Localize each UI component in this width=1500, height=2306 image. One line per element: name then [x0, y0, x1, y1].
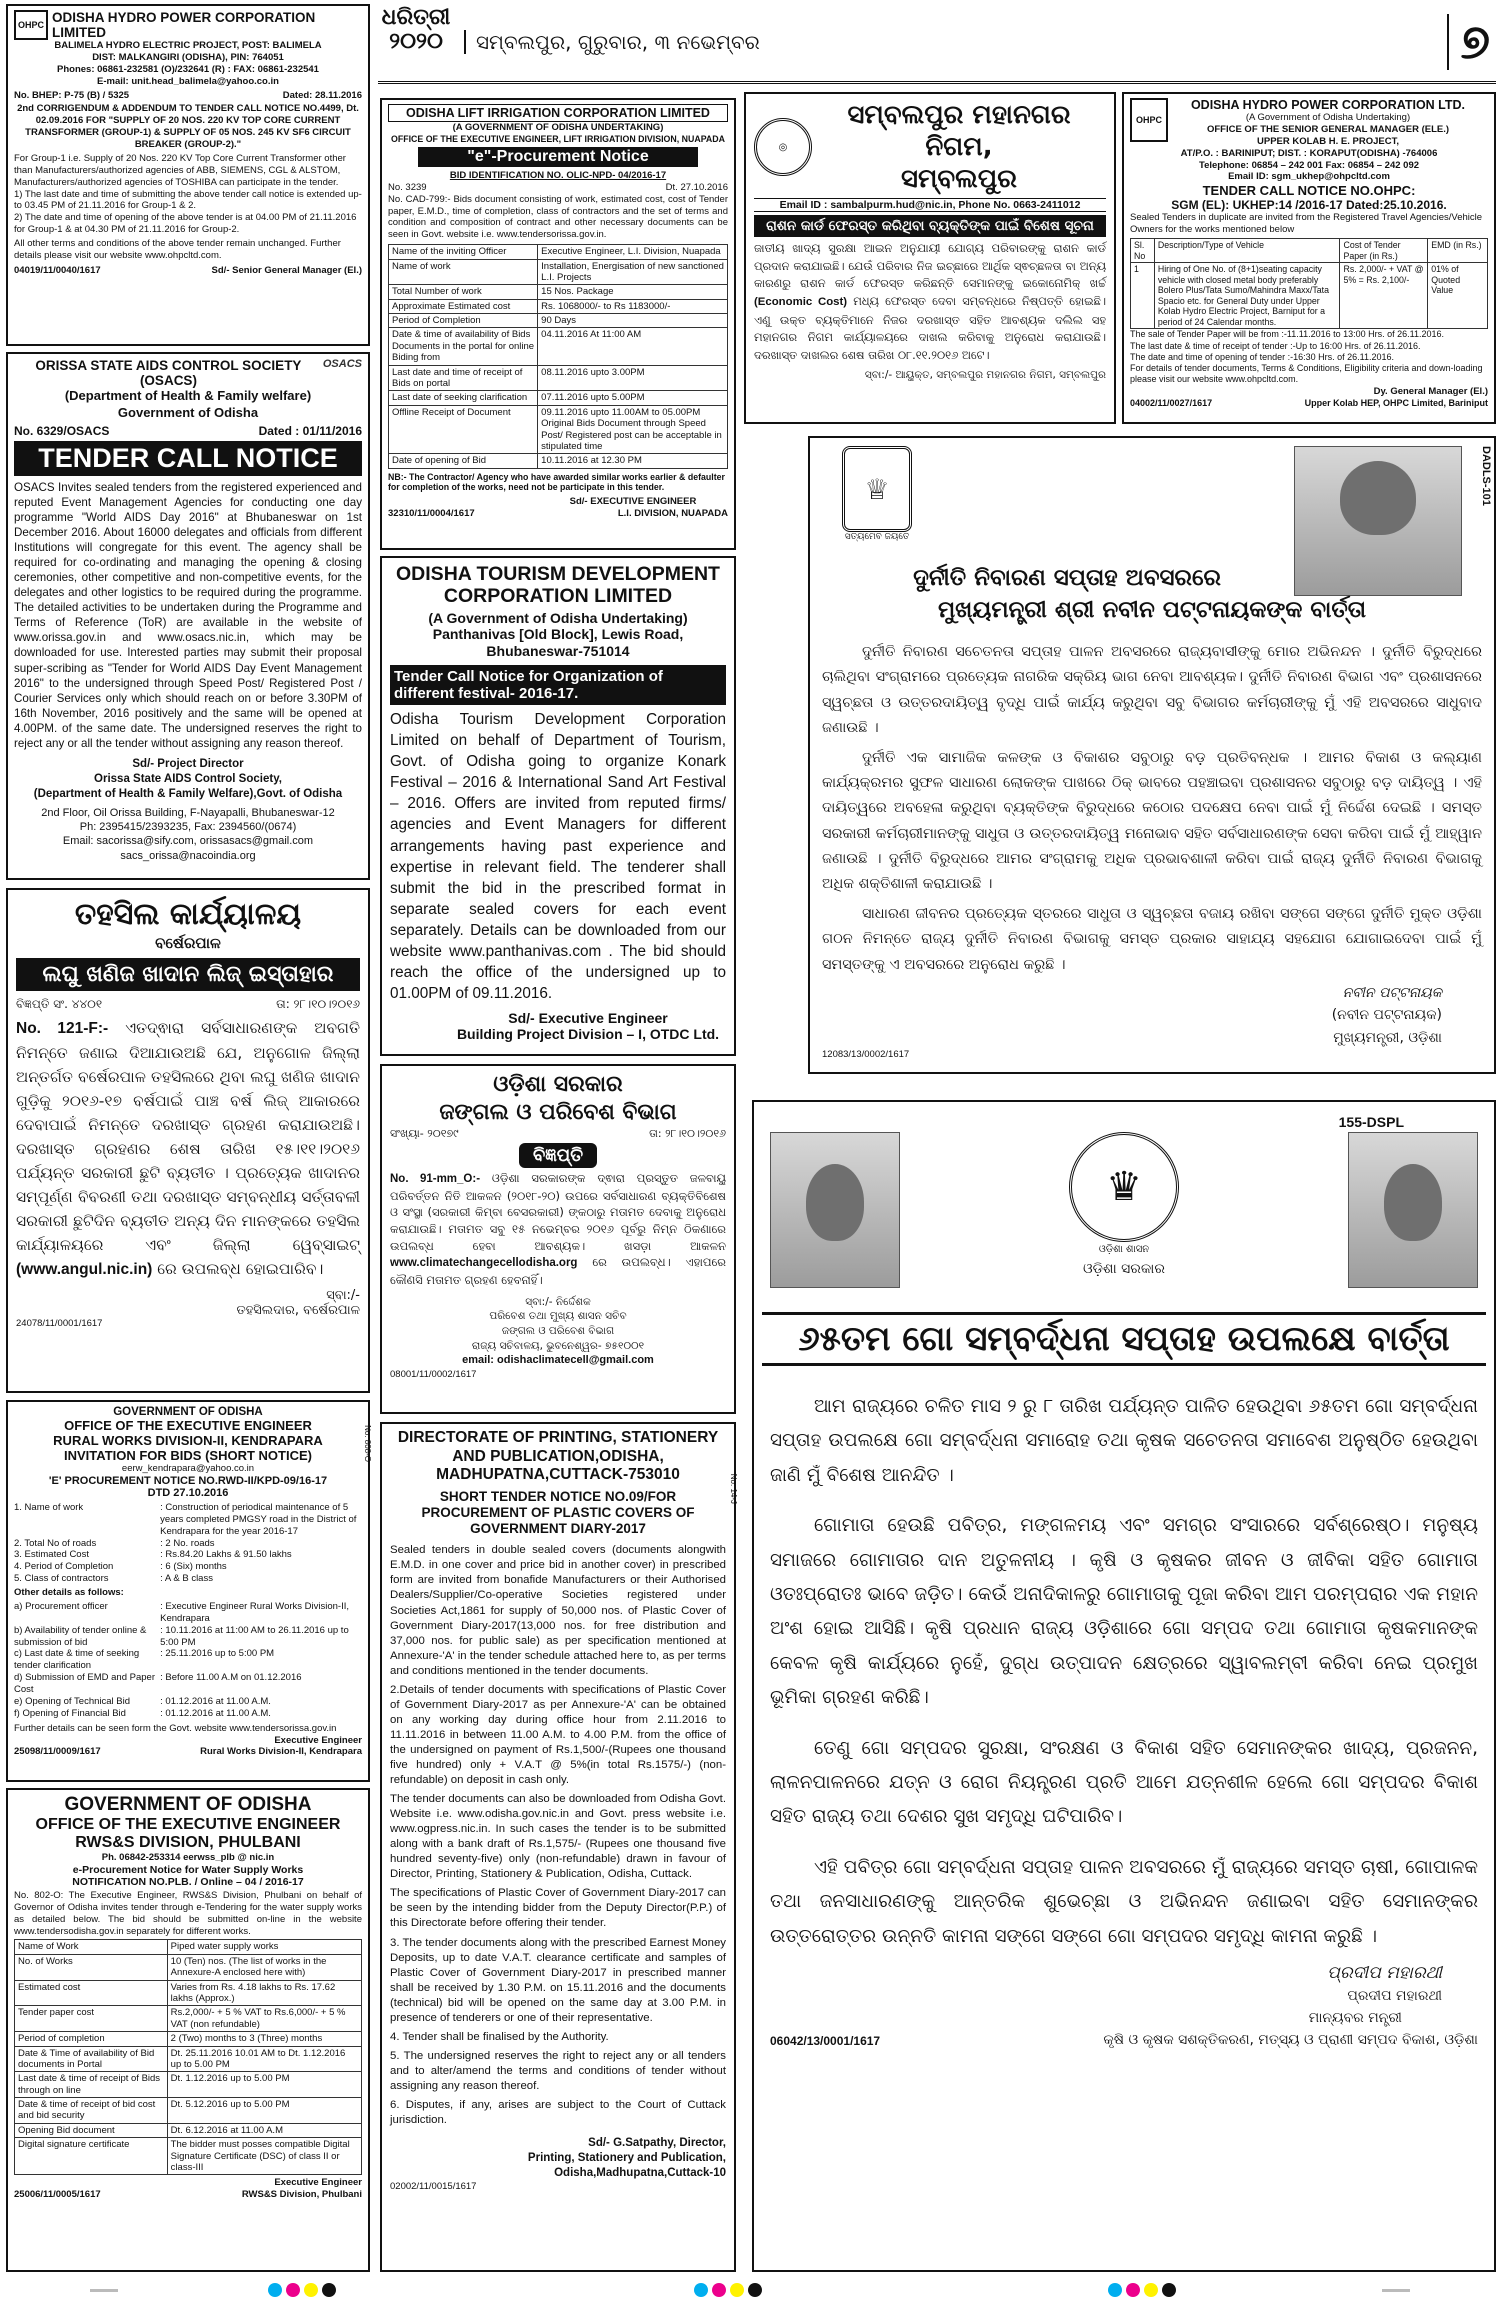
table-label-cell: Estimated cost — [15, 1980, 168, 2006]
table-row — [389, 365, 728, 391]
detail-label: e) Opening of Technical Bid — [14, 1695, 131, 1707]
table-value-cell: 15 Nos. Package — [538, 285, 728, 299]
table-value-cell: Rs. 1068000/- to Rs 1183000/- — [538, 299, 728, 313]
cyan-dot — [268, 2283, 282, 2297]
detail-label: c) Last date & time of seeking tender clarification — [14, 1648, 140, 1672]
table-row — [15, 1954, 362, 1980]
detail-row — [14, 1561, 362, 1573]
tender-call-banner: TENDER CALL NOTICE — [14, 441, 362, 476]
detail-row — [14, 1625, 362, 1649]
minister-portrait — [1348, 1132, 1478, 1288]
rwss-phulbani-notice: GOVERNMENT OF ODISHA OFFICE OF THE EXECUTIVE ENGINEER RWS&S DIVISION, PHULBANI Ph. 06842-253314 eerwss_plb @ nic.in e-Procurement Notice for Water Supply Works NOTIFICATION NO.PLB. / Online – 04 / 2016-17 No. 802-O: The Executive Engineer, RWS&S Division, Phulbani on behalf of Governor of Odisha invites tender through e-Tendering for the water supply works as detailed below. The bid should be submitted on-line in the website www.tendersodisha.gov.in separately for different works. Name of Work Piped water supply works No. of Works 10 (Ten) nos. (The list of works in the Annexure-A enclosed here with) Estimated cost Varies from Rs. 4.18 lakhs to Rs. 17.62 lakhs (Approx.) Tender paper cost Rs.2,000/- + 5 % VAT to Rs.6,000/- + 5 % VAT (non refundable) Period of completion 2 (Two) months to 3 (Three) months Date & Time of availability of Bid documents in Portal Dt. 25.11.2016 10.01 AM to Dt. 1.12.2016 up to 5.00 PM Last date & time of receipt of Bids through on line Dt. 1.12.2016 up to 5.00 PM Date & time of receipt of bid cost and bid security Dt. 5.12.2016 up to 5.00 PM Opening Bid document Dt. 6.12.2016 at 11.00 A.M Digital signature certificate The bidder must posses compatible Digital Signature Certificate (DSC) of class II or class-III Executive Engineer 25006/11/0005/1617 RWS&S Division, Phulbani — [6, 1788, 370, 2272]
detail-value: : Executive Engineer Rural Works Division-II, Kendrapara — [160, 1600, 349, 1624]
table-row — [389, 285, 728, 299]
detail-label: d) Submission of EMD and Paper Cost — [14, 1672, 155, 1695]
magenta-dot — [286, 2283, 300, 2297]
table-row — [389, 391, 728, 405]
left-portrait — [770, 1132, 900, 1288]
table-value-cell: Installation, Energisation of new sanctioned L.I. Projects — [538, 259, 728, 285]
minister-signature: ପ୍ରଦୀପ ମହାରଥୀ — [1327, 1963, 1442, 1984]
osacs-tender-notice: ORISSA STATE AIDS CONTROL SOCIETY (OSACS) OSACS (Department of Health & Family welfare) Government of Odisha No. 6329/OSACS Dated : 01/11/2016 TENDER CALL NOTICE OSACS Invites sealed tenders from the registered experienced and reputed Event Management Agencies for conducting one day programme "World AIDS Day 2016" at Bhubaneswar on 1st December 2016. About 16000 delegates and officials from different Institutions will congregate for this event. The agency shall be required for co-ordinating and managing the opening & closing ceremonies, other competitive and non-competitive events, for the delegates and other logistics to be required during the programme. The detailed activities to be undertaken during the Programme and Terms of Reference (ToR) are available in the website of www.orissa.gov.in and www.osacs.nic.in, which may be downloaded for use. Interested parties may submit their proposal super-scribing as "Tender for World AIDS Day Event Management 2016" to the undersigned through Speed Post/ Registered Post / Courier Services only which should reach on or before 3.30PM of 16th November, 2016 positively and the same will be opened at 4.00PM. of the same date. The undersigned reserves the right to reject any or all the tender without assigning any reason thereof. Sd/- Project Director Orissa State AIDS Control Society, (Department of Health & Family Welfare),Govt. of Odisha 2nd Floor, Oil Orissa Building, F-Nayapalli, Bhubaneswar-12 Ph: 2395415/2393235, Fax: 2394560/(0674) Email: sacorissa@sify.com, orissasacs@gmail.com sacs_orissa@nacoindia.org — [6, 352, 370, 880]
table-row — [15, 2123, 362, 2137]
table-value-cell: Dt. 6.12.2016 at 11.00 A.M — [167, 2123, 361, 2137]
table-row — [389, 245, 728, 259]
smc-emblem-icon: ◎ — [754, 118, 812, 176]
vehicle-hire-table: Sl. No Description/Type of Vehicle Cost of Tender Paper (in Rs.) EMD (in Rs.) 1 Hiring of One No. of (8+1)seating capacity vehicle with closed metal body preferably Bolero Plus/Tata Sumo/Mahindra Maxx/Tata Spacio etc. for General Duty under Upper Kolab Hydro Electric Project, Barniput for a period of 24 Calendar months. Rs. 2,000/- + VAT @ 5% = Rs. 2,100/- 01% of Quoted Value — [1130, 238, 1488, 329]
go-samvardhana-message: 155-DSPL ♛ ଓଡ଼ିଶା ଶାସନ ଓଡ଼ିଶା ସରକାର ୬୫ତମ ଗୋ ସମ୍ବର୍ଦ୍ଧନା ସପ୍ତାହ ଉପଲକ୍ଷେ ବାର୍ତ୍ତା ଆମ ରାଜ୍ୟରେ ଚଳିତ ମାସ ୨ ରୁ ୮ ତାରିଖ ପର୍ଯ୍ୟନ୍ତ ପାଳିତ ହେଉଥିବା ୬୫ତମ ଗୋ ସମ୍ବର୍ଦ୍ଧନା ସପ୍ତାହ ଉପଲକ୍ଷେ ଗୋ ସମ୍ବର୍ଦ୍ଧନା ସମାରୋହ ତଥା କୃଷକ ସଚେତନତା ସମାବେଶ ଅନୁଷ୍ଠିତ ହେଉଥିବା ଜାଣି ମୁଁ ବିଶେଷ ଆନନ୍ଦିତ । ଗୋମାତା ହେଉଛି ପବିତ୍ର, ମଙ୍ଗଳମୟ ଏବଂ ସମଗ୍ର ସଂସାରରେ ସର୍ବଶ୍ରେଷ୍ଠ। ମନୁଷ୍ୟ ସମାଜରେ ଗୋମାତାର ଦାନ ଅତୁଳନୀୟ । କୃଷି ଓ କୃଷକର ଜୀବନ ଓ ଜୀବିକା ସହିତ ଗୋମାତା ଓତଃପ୍ରୋତଃ ଭାବେ ଜଡ଼ିତ। କେଉଁ ଅନାଦିକାଳରୁ ଗୋମାତାକୁ ପୂଜା କରିବା ଆମ ପରମ୍ପରାର ଏକ ମହାନ ଅଂଶ ହୋଇ ଆସିଛି। କୃଷି ପ୍ରଧାନ ରାଜ୍ୟ ଓଡ଼ିଶାରେ ଗୋ ସମ୍ପଦ ତଥା ଗୋମାତା କୃଷକମାନଙ୍କ କେବଳ କୃଷି କାର୍ଯ୍ୟରେ ନୁହେଁ, ଦୁଗ୍ଧ ଉତ୍ପାଦନ କ୍ଷେତ୍ରରେ ସ୍ୱାବଲମ୍ବୀ କରିବା ନେଇ ପ୍ରମୁଖ ଭୂମିକା ଗ୍ରହଣ କରିଛି। ତେଣୁ ଗୋ ସମ୍ପଦର ସୁରକ୍ଷା, ସଂରକ୍ଷଣ ଓ ବିକାଶ ସହିତ ସେମାନଙ୍କର ଖାଦ୍ୟ, ପ୍ରଜନନ, ଲାଳନପାଳନରେ ଯତ୍ନ ଓ ରୋଗ ନିୟନ୍ତ୍ରଣ ପ୍ରତି ଆମେ ଯତ୍ନଶୀଳ ହେଲେ ଗୋ ସମ୍ପଦର ବିକାଶ ସହିତ ରାଜ୍ୟ ତଥା ଦେଶର ସୁଖ ସମୃଦ୍ଧି ଘଟିପାରିବ। ଏହି ପବିତ୍ର ଗୋ ସମ୍ବର୍ଦ୍ଧନା ସପ୍ତାହ ପାଳନ ଅବସରରେ ମୁଁ ରାଜ୍ୟରେ ସମସ୍ତ ଚାଷୀ, ଗୋପାଳକ ତଥା ଜନସାଧାରଣଙ୍କୁ ଆନ୍ତରିକ ଶୁଭେଚ୍ଛା ଓ ଅଭିନନ୍ଦନ ଜଣାଇବା ସହିତ ସେମାନଙ୍କର ଉତ୍ତରୋତ୍ତର ଉନ୍ନତି କାମନା ସଙ୍ଗେ ସଙ୍ଗେ ଗୋ ସମ୍ପଦର ସମୃଦ୍ଧି କାମନା କରୁଛି । ପ୍ରଦୀପ ମହାରଥୀ ପ୍ରଦୀପ ମହାରଥୀ ମାନ୍ୟବର ମନ୍ତ୍ରୀ 06042/13/0001/1617 କୃଷି ଓ କୃଷକ ସଶକ୍ତିକରଣ, ମତ୍ସ୍ୟ ଓ ପ୍ରାଣୀ ସମ୍ପଦ ବିକାଶ, ଓଡ଼ିଶା — [752, 1100, 1496, 2272]
detail-value: : Rs.84.20 Lakhs & 91.50 lakhs — [160, 1549, 292, 1561]
rwss-work-table — [14, 1939, 362, 2175]
table-row — [389, 454, 728, 468]
table-row — [15, 2138, 362, 2175]
table-label-cell: Period of completion — [15, 2032, 168, 2046]
color-dots — [694, 2283, 762, 2297]
table-row — [15, 2072, 362, 2098]
ohpc-logo-icon: OHPC — [14, 10, 48, 40]
detail-row — [14, 1573, 362, 1585]
detail-row — [14, 1696, 362, 1708]
detail-label: 2. Total No of roads — [14, 1537, 97, 1549]
table-label-cell: Date & time of availability of Bids Documents in the portal for online Biding from — [389, 328, 538, 365]
table-value-cell: Executive Engineer, L.I. Division, Nuapada — [538, 245, 728, 259]
table-value-cell: Rs.2,000/- + 5 % VAT to Rs.6,000/- + 5 % VAT (non refundable) — [167, 2006, 361, 2032]
table-label-cell: No. of Works — [15, 1954, 168, 1980]
otdc-tender-notice: ODISHA TOURISM DEVELOPMENT CORPORATION LIMITED (A Government of Odisha Undertaking) Panthanivas [Old Block], Lewis Road, Bhubaneswar-751014 Tender Call Notice for Organization of different festival- 2016-17. Odisha Tourism Development Corporation Limited on behalf of Department of Tourism, Govt. of Odisha going to organize Konark Festival – 2016 & International Sand Art Festival – 2016. Offers are invited from reputed firms/ agencies and Event Managers for different arrangements having past experience and expertise in relevant field. The tenderer shall submit the bid in the prescribed format in separate sealed covers for each event separately. Details can be downloaded from our website www.panthanivas.com . The bid should reach the office of the undersigned up to 01.00PM of 09.11.2016. Sd/- Executive Engineer Building Project Division – I, OTDC Ltd. — [380, 556, 736, 1056]
detail-value: : 2 No. roads — [160, 1537, 215, 1549]
table-label-cell: Tender paper cost — [15, 2006, 168, 2032]
printing-directorate-notice: DIRECTORATE OF PRINTING, STATIONERY AND PUBLICATION,ODISHA, MADHUPATNA,CUTTACK-753010 SHORT TENDER NOTICE NO.09/FOR PROCUREMENT OF PLASTIC COVERS OF GOVERNMENT DIARY-2017 Sealed tenders in double sealed covers (documents alongwith E.M.D. in one cover and price bid in another cover) in prescribed form are invited from bonafide Manufacturers or their Authorised Dealers/Supplier/Co-operative Societies registered under Societies Act,1861 for supply of 50,000 nos. of Plastic Cover of Government Diary-2017(13,000 nos. for free distribution and 37,000 nos. for public sale) as per specification mentioned at Annexure-'A' in the tender schedule attached here to, as per terms and conditions mentioned in the tender documents. 2.Details of tender documents with specifications of Plastic Cover of Government Diary-2017 as per Annexure-'A' can be obtained on any working day during office hour from 2.11.2016 to 11.11.2016 in between 11.00 A.M. to 4.00 P.M. from the office of the undersigned on payment of Rs.1,500/-(Rupees one thousand five hundred) only + V.A.T @ 5%(in total Rs.1575/-) (non-refundable) on deposit in cash only. The tender documents can also be downloaded from Odisha Govt. Website i.e. www.odisha.gov.nic.in and Govt. press website i.e. www.ogpress.nic.in. In such cases the tender is to be submitted along with a bank draft of Rs.1,575/- (Rupees one thousand five hundred seventy-five) only (non-refundable) drawn in favour of Director, Printing, Stationery & Publication, Odisha, Cuttack. The specifications of Plastic Cover of Government Diary-2017 can be seen by the intending bidder from the Deputy Director(P.P.) of this Directorate before offering their tender. 3. The tender documents along with the prescribed Earnest Money Deposits, up to date V.A.T. clearance certificate and samples of Plastic Cover of Government Diary-2017 in prescribed manner shall be received by 1.30 P.M. on 15.11.2016 and the documents (technical) bid will be opened on the same day at 3.00 P.M. in presence of tenderers or one of their representative. 4. Tender shall be finalised by the Authority. 5. The undersigned reserves the right to reject any or all tenders and to alter/amend the terms and conditions of tender without assigning any reason thereof. 6. Disputes, if any, arises are subject to the Court of Cuttack jurisdiction. Sd/- G.Satpathy, Director, Printing, Stationery and Publication, Odisha,Madhupatna,Cuttack-10 02002/11/0015/1617 No. 14-J — [380, 1422, 736, 2272]
detail-row — [14, 1502, 362, 1538]
magenta-dot — [1126, 2283, 1140, 2297]
detail-row — [14, 1538, 362, 1550]
table-label-cell: Digital signature certificate — [15, 2138, 168, 2175]
table-label-cell: Offline Receipt of Document — [389, 405, 538, 454]
cyan-dot — [694, 2283, 708, 2297]
crop-mark — [1382, 2289, 1410, 2292]
table-label-cell: Name of work — [389, 259, 538, 285]
table-row — [15, 1980, 362, 2006]
table-label-cell: Date & Time of availability of Bid documents in Portal — [15, 2046, 168, 2072]
table-value-cell: 10 (Ten) nos. (The list of works in the Annexure-A enclosed here with) — [167, 1954, 361, 1980]
table-label-cell: Period of Completion — [389, 314, 538, 328]
forest-environment-notice: ଓଡ଼ିଶା ସରକାର ଜଙ୍ଗଲ ଓ ପରିବେଶ ବିଭାଗ ସଂଖ୍ୟା- ୨୦୧୭୯ ତା: ୨୮।୧୦।୨୦୧୬ ବିଜ୍ଞପ୍ତି No. 91-mm_O:- ଓଡ଼ିଶା ସରକାରଙ୍କ ଦ୍ଵାରା ପ୍ରସ୍ତୁତ ଜଳବାୟୁ ପରିବର୍ତ୍ତନ ନିତି ଆକଳନ (୨୦୧୮-୨୦) ଉପରେ ସର୍ବସାଧାରଣ ବ୍ୟକ୍ତିବିଶେଷ ଓ ସଂସ୍ଥା (ସରକାରୀ କିମ୍ବା ବେସରକାରୀ) ଙ୍କଠାରୁ ମତାମତ ଦେବାକୁ ଅନୁରୋଧ କରାଯାଉଛି। ମତାମତ ସବୁ ୧୫ ନଭେମ୍ବର ୨୦୧୬ ପୂର୍ବରୁ ନିମ୍ନ ଠିକଣାରେ ଉପଲବ୍ଧ ହେବା ଆବଶ୍ୟକ। ଖସଡ଼ା ଆକଳନ www.climatechangecellodisha.org ରେ ଉପଲବ୍ଧ। ଏହାପରେ କୌଣସି ମତାମତ ଗ୍ରହଣ ହେବନାହିଁ। ସ୍ବା:/- ନିର୍ଦ୍ଦେଶକ ପରିବେଶ ତଥା ମୁଖ୍ୟ ଶାସନ ସଚିବ ଜଙ୍ଗଲ ଓ ପରିବେଶ ବିଭାଗ ରାଜ୍ୟ ସଚିବାଳୟ, ଭୁବନେଶ୍ୱର- ୭୫୧୦୦୧ email: odishaclimatecell@gmail.com 08001/11/0002/1617 — [380, 1064, 736, 1414]
detail-label: f) Opening of Financial Bid — [14, 1707, 126, 1719]
ohpc-logo-icon: OHPC — [1130, 98, 1168, 142]
table-value-cell: Dt. 25.11.2016 10.01 AM to Dt. 1.12.2016 up to 5.00 PM — [167, 2046, 361, 2072]
table-value-cell: 10.11.2016 at 12.30 PM — [538, 454, 728, 468]
detail-value: : 01.12.2016 at 11.00 A.M. — [160, 1695, 271, 1707]
black-dot — [748, 2283, 762, 2297]
table-row — [389, 259, 728, 285]
color-dots — [1108, 2283, 1176, 2297]
table-row — [389, 328, 728, 365]
table-label-cell: Name of Work — [15, 1940, 168, 1954]
table-row — [15, 2032, 362, 2046]
table-value-cell: 2 (Two) months to 3 (Three) months — [167, 2032, 361, 2046]
black-dot — [322, 2283, 336, 2297]
magenta-dot — [712, 2283, 726, 2297]
registration-marks — [0, 2278, 1500, 2304]
tahasil-notice: ତହସିଲ କାର୍ଯ୍ୟାଳୟ ବର୍ଷେରପାଳ ଲଘୁ ଖଣିଜ ଖାଦାନ ଲିଜ୍ ଇସ୍ତାହାର ବିଜ୍ଞପ୍ତି ସଂ. ୪୪୦୧ ତା: ୨୮।୧୦।୨୦୧୬ No. 121-F:- ଏତଦ୍ଵାରା ସର୍ବସାଧାରଣଙ୍କ ଅବଗତି ନିମନ୍ତେ ଜଣାଇ ଦିଆଯାଉଅଛି ଯେ, ଅନୁଗୋଳ ଜିଲ୍ଲା ଅନ୍ତର୍ଗତ ବର୍ଷେରପାଳ ତହସିଲରେ ଥିବା ଲଘୁ ଖଣିଜ ଖାଦାନ ଗୁଡ଼ିକୁ ୨୦୧୬-୧୭ ବର୍ଷପାଇଁ ପାଞ୍ଚ ବର୍ଷ ଲିଜ୍ ଆକାରରେ ଦେବାପାଇଁ ନିମନ୍ତେ ଦରଖାସ୍ତ ଗ୍ରହଣ କରାଯାଉଅଛି। ଦରଖାସ୍ତ ଗ୍ରହଣର ଶେଷ ତାରିଖ ୧୫।୧୧।୨୦୧୬ ପର୍ଯ୍ୟନ୍ତ ସରକାରୀ ଛୁଟି ବ୍ୟତୀତ । ପ୍ରତ୍ୟେକ ଖାଦାନର ସମ୍ପୂର୍ଣ୍ଣ ବିବରଣୀ ତଥା ଦରଖାସ୍ତ ସମ୍ବନ୍ଧୀୟ ସର୍ତ୍ତାବଳୀ ସରକାରୀ ଛୁଟିଦିନ ବ୍ୟତୀତ ଅନ୍ୟ ଦିନ ମାନଙ୍କରେ ତହସିଲ କାର୍ଯ୍ୟାଳୟରେ ଏବଂ ଜିଲ୍ଲା ୱେବ୍‌ସାଇଟ୍ (www.angul.nic.in) ରେ ଉପଲବ୍ଧ ହୋଇପାରିବ। ସ୍ବା:/- ତହସିଲଦାର, ବର୍ଷେରପାଳ 24078/11/0001/1617 — [6, 888, 370, 1393]
table-label-cell: Approximate Estimated cost — [389, 299, 538, 313]
table-row — [15, 1940, 362, 1954]
table-label-cell: Last date & time of receipt of Bids through on line — [15, 2072, 168, 2098]
ohpc-upper-kolab-notice: OHPC ODISHA HYDRO POWER CORPORATION LTD. (A Government of Odisha Undertaking) OFFICE OF THE SENIOR GENERAL MANAGER (ELE.) UPPER KOLAB H. E. PROJECT, AT/P.O. : BARINIPUT; DIST. : KORAPUT(ODISHA) -764006 Telephone: 06854 – 242 001 Fax: 06854 – 242 092 Email ID: sgm_ukhep@ohpcltd.com TENDER CALL NOTICE NO.OHPC: SGM (EL): UKHEP:14 /2016-17 Dated:25.10.2016. Sealed Tenders in duplicate are invited from the Registered Travel Agencies/Vehicle Owners for the works mentioned below Sl. No Description/Type of Vehicle Cost of Tender Paper (in Rs.) EMD (in Rs.) 1 Hiring of One No. of (8+1)seating capacity vehicle with closed metal body preferably Bolero Plus/Tata Sumo/Mahindra Maxx/Tata Spacio etc. for General Duty under Upper Kolab Hydro Electric Project, Barniput for a period of 24 Calendar months. Rs. 2,000/- + VAT @ 5% = Rs. 2,100/- 01% of Quoted Value The sale of Tender Paper will be from :-11.11.2016 to 13:00 Hrs. of 26.11.2016. The last date & time of receipt of tender :-Up to 16:00 Hrs. of 26.11.2016. The date and time of opening of tender :-16:30 Hrs. of 26.11.2016. For details of tender documents, Terms & Conditions, Eligibility criteria and down-loading please visit our website www.ohpcltd.com. Dy. General Manager (El.) 04002/11/0027/1617 Upper Kolab HEP, OHPC Limited, Bariniput — [1122, 92, 1496, 424]
table-row — [15, 2046, 362, 2072]
detail-row — [14, 1708, 362, 1720]
crop-mark — [90, 2289, 118, 2292]
olic-eprocurement-notice: ODISHA LIFT IRRIGATION CORPORATION LIMITED (A GOVERNMENT OF ODISHA UNDERTAKING) OFFICE OF THE EXECUTIVE ENGINEER, LIFT IRRIGATION DIVISION, NUAPADA "e"-Procurement Notice BID IDENTIFICATION NO. OLIC-NPD- 04/2016-17 No. 3239 Dt. 27.10.2016 No. CAD-799:- Bids document consisting of work, estimated cost, cost of Tender paper, E.M.D., time of completion, class of contractors and the set of terms and condition and composition of contract and other necessary documents can be seen in Govt. website i.e. www.tendersorissa.gov.in. Name of the inviting Officer Executive Engineer, L.I. Division, Nuapada Name of work Installation, Energisation of new sanctioned L.I. Projects Total Number of work 15 Nos. Package Approximate Estimated cost Rs. 1068000/- to Rs 1183000/- Period of Completion 90 Days Date & time of availability of Bids Documents in the portal for online Biding from 04.11.2016 At 11:00 AM Last date and time of receipt of Bids on portal 08.11.2016 upto 3.00PM Last date of seeking clarification 07.11.2016 upto 5.00PM Offline Receipt of Document 09.11.2016 upto 11.00AM to 05.00PM Original Bids Document through Speed Post/ Registered post can be acceptable in stipulated time Date of opening of Bid 10.11.2016 at 12.30 PM NB:- The Contractor/ Agency who have awarded similar works earlier & defaulter for completion of the works, need not be participate in this tender. Sd/- EXECUTIVE ENGINEER 32310/11/0004/1617 L.I. DIVISION, NUAPADA — [380, 98, 736, 550]
sambalpur-municipal-notice: ◎ ସମ୍ବଲପୁର ମହାନଗର ନିଗମ, ସମ୍ବଲପୁର Email ID : sambalpurm.hud@nic.in, Phone No. 0663-2411012 ରାଶନ କାର୍ଡ ଫେରସ୍ତ କରିଥିବା ବ୍ୟକ୍ତିଙ୍କ ପାଇଁ ବିଶେଷ ସୂଚନା ଜାତୀୟ ଖାଦ୍ୟ ସୁରକ୍ଷା ଆଇନ ଅନୁଯାୟୀ ଯୋଗ୍ୟ ପରିବାରଙ୍କୁ ରାଶନ କାର୍ଡ ପ୍ରଦାନ କରାଯାଇଛି। ଯେଉଁ ପରିବାର ନିଜ ଇଚ୍ଛାରେ ଆର୍ଥିକ ସ୍ଵଚ୍ଛଳତା ବା ଅନ୍ୟ କାରଣରୁ ରାଶନ କାର୍ଡ ଫେରସ୍ତ କରିଛନ୍ତି ସେମାନଙ୍କୁ ଇକୋନୋମିକ୍ ଖର୍ଚ୍ଚ (Economic Cost) ମଧ୍ୟ ଫେରସ୍ତ ଦେବା ସମ୍ବନ୍ଧରେ ନିଷ୍ପତ୍ତି ହୋଇଛି। ଏଣୁ ଉକ୍ତ ବ୍ୟକ୍ତିମାନେ ନିଜର ଦରଖାସ୍ତ ସହିତ ଆବଶ୍ୟକ ଦଲିଲ ସହ ମହାନଗର ନିଗମ କାର୍ଯ୍ୟାଳୟରେ ଦାଖଲ କରିବାକୁ ଅନୁରୋଧ କରାଯାଉଛି। ଦରଖାସ୍ତ ଦାଖଲର ଶେଷ ତାରିଖ ୦୮.୧୧.୨୦୧୬ ଅଟେ। ସ୍ବା:/- ଆୟୁକ୍ତ, ସମ୍ବଲପୁର ମହାନଗର ନିଗମ, ସମ୍ବଲପୁର — [744, 92, 1116, 424]
yellow-dot — [730, 2283, 744, 2297]
rural-works-kendrapara-notice: GOVERNMENT OF ODISHA OFFICE OF THE EXECUTIVE ENGINEER RURAL WORKS DIVISION-II, KENDRAPARA INVITATION FOR BIDS (SHORT NOTICE) eerw_kendrapara@yahoo.co.in 'E' PROCUREMENT NOTICE NO.RWD-II/KPD-09/16-17 DTD 27.10.2016 1. Name of work : Construction of periodical maintenance of 5 years completed PMGSY road in the District of Kendrapara for the year 2016-17 2. Total No of roads : 2 No. roads 3. Estimated Cost : Rs.84.20 Lakhs & 91.50 lakhs 4. Period of Completion : 6 (Six) months 5. Class of contractors : A & B class Other details as follows: a) Procurement officer : Executive Engineer Rural Works Division-II, Kendrapara b) Availability of tender online & submission of bid : 10.11.2016 at 11:00 AM to 26.11.2016 up to 5:00 PM c) Last date & time of seeking tender clarification : 25.11.2016 up to 5:00 PM d) Submission of EMD and Paper Cost : Before 11.00 A.M on 01.12.2016 e) Opening of Technical Bid : 01.12.2016 at 11.00 A.M. f) Opening of Financial Bid : 01.12.2016 at 11.00 A.M. Further details can be seen form the Govt. website www.tendersorissa.gov.in Executive Engineer 25098/11/0009/1617 Rural Works Division-II, Kendrapara No. 808-O — [6, 1400, 370, 1782]
page-number: ୭ — [1447, 14, 1490, 70]
table-value-cell: 08.11.2016 upto 3.00PM — [538, 365, 728, 391]
detail-row — [14, 1672, 362, 1696]
table-value-cell: 90 Days — [538, 314, 728, 328]
detail-value: : 10.11.2016 at 11:00 AM to 26.11.2016 up to 5:00 PM — [160, 1624, 349, 1648]
detail-value: : Before 11.00 A.M on 01.12.2016 — [160, 1672, 302, 1684]
table-value-cell: Dt. 1.12.2016 up to 5.00 PM — [167, 2072, 361, 2098]
table-label-cell: Date of opening of Bid — [389, 454, 538, 468]
table-label-cell: Last date and time of receipt of Bids on portal — [389, 365, 538, 391]
table-row — [15, 2098, 362, 2124]
detail-value: : A & B class — [160, 1573, 213, 1585]
cyan-dot — [1108, 2283, 1122, 2297]
table-row — [389, 314, 728, 328]
table-value-cell: Piped water supply works — [167, 1940, 361, 1954]
ashoka-emblem-icon: ♕ — [842, 446, 912, 532]
table-label-cell: Opening Bid document — [15, 2123, 168, 2137]
table-label-cell: Name of the inviting Officer — [389, 245, 538, 259]
detail-value: : 6 (Six) months — [160, 1561, 227, 1573]
table-row — [15, 2006, 362, 2032]
detail-value: : 01.12.2016 at 11.00 A.M. — [160, 1707, 271, 1719]
table-value-cell: Dt. 5.12.2016 up to 5.00 PM — [167, 2098, 361, 2124]
detail-label: 4. Period of Completion — [14, 1561, 114, 1573]
black-dot — [1162, 2283, 1176, 2297]
yellow-dot — [1144, 2283, 1158, 2297]
brand-logo: ଧରିତ୍ରୀ ୨୦୨୦ — [381, 5, 451, 54]
ohpc-balimela-notice: OHPC ODISHA HYDRO POWER CORPORATION LIMITED BALIMELA HYDRO ELECTRIC PROJECT, POST: BALIMELA DIST: MALKANGIRI (ODISHA), PIN: 764051 Phones: 06861-232581 (O)/232641 (R) : FAX: 06861-232541 E-mail: unit.head_balimela@yahoo.co.in No. BHEP: P-75 (B) / 5325 Dated: 28.11.2016 2nd CORRIGENDUM & ADDENDUM TO TENDER CALL NOTICE NO.4499, Dt. 02.09.2016 FOR "SUPPLY OF 20 NOS. 220 KV TOP CORE CURRENT TRANSFORMER (GROUP-1) & SUPPLY OF 05 NOS. 245 KV SF6 CIRCUIT BREAKER (GROUP-2)." For Group-1 i.e. Supply of 20 Nos. 220 KV Top Core Current Transformer other than Manufacturers/authorized agencies of ABB, SIEMENS, CGL & ALSTOM, Manufacturers/authorized agencies of TOSHIBA can participate in the tender. 1) The last date and time of submitting the above tender call notice is extended up-to 03.45 PM of 21.11.2016 for Group-1 & 2. 2) The date and time of opening of the above tender is at 04.00 PM of 21.11.2016 for Group-1 & at 04.30 PM of 21.11.2016 for Group-2. All other terms and conditions of the above tender remain unchanged. Further details please visit our website www.ohpcltd.com. 04019/11/0040/1617 Sd/- Senior General Manager (EI.) — [6, 4, 370, 346]
masthead — [378, 4, 1496, 84]
cm-portrait — [1294, 446, 1462, 596]
yellow-dot — [304, 2283, 318, 2297]
dateline: ସମ୍ବଲପୁର, ଗୁରୁବାର, ୩ ନଭେମ୍ବର — [464, 30, 760, 54]
detail-row — [14, 1549, 362, 1561]
table-label-cell: Date & time of receipt of bid cost and bid security — [15, 2098, 168, 2124]
detail-value: : 25.11.2016 up to 5:00 PM — [160, 1648, 275, 1660]
detail-value: : Construction of periodical maintenance of 5 years completed PMGSY road in the District of Kendrapara for the year 2016-17 — [160, 1501, 357, 1537]
table-label-cell: Last date of seeking clarification — [389, 391, 538, 405]
detail-row — [14, 1648, 362, 1672]
odisha-state-emblem-icon: ♛ — [1069, 1132, 1179, 1242]
osacs-logo-icon: OSACS — [322, 358, 362, 370]
table-value-cell: 07.11.2016 upto 5.00PM — [538, 391, 728, 405]
table-value-cell: Varies from Rs. 4.18 lakhs to Rs. 17.62 lakhs (Approx.) — [167, 1980, 361, 2006]
olic-work-table — [388, 244, 728, 469]
cm-signature: ନବୀନ ପଟ୍ଟନାୟକ — [1342, 984, 1442, 1001]
table-label-cell: Total Number of work — [389, 285, 538, 299]
color-dots — [268, 2283, 336, 2297]
cm-anti-corruption-message: DADLS-101 ♕ ସତ୍ୟମେବ ଜୟତେ ଦୁର୍ନୀତି ନିବାରଣ ସପ୍ତାହ ଅବସରରେ ମୁଖ୍ୟମନ୍ତ୍ରୀ ଶ୍ରୀ ନବୀନ ପଟ୍ଟନାୟକଙ୍କ ବାର୍ତ୍ତା ଦୁର୍ନୀତି ନିବାରଣ ସଚେତନତା ସପ୍ତାହ ପାଳନ ଅବସରରେ ରାଜ୍ୟବାସୀଙ୍କୁ ମୋର ଅଭିନନ୍ଦନ । ଦୁର୍ନୀତି ବିରୁଦ୍ଧରେ ଚାଲିଥିବା ସଂଗ୍ରାମରେ ପ୍ରତ୍ୟେକ ନାଗରିକ ସକ୍ରିୟ ଭାଗ ନେବା ଆବଶ୍ୟକ। ଦୁର୍ନୀତି ନିବାରଣ ବିଭାଗ ଏବଂ ପ୍ରଶାସନରେ ସ୍ୱଚ୍ଛତା ଓ ଉତ୍ତରଦାୟିତ୍ୱ ବୃଦ୍ଧି ପାଇଁ କାର୍ଯ୍ୟ କରୁଥିବା ସବୁ ବିଭାଗର କର୍ମଚାରୀଙ୍କୁ ମୁଁ ଏହି ଅବସରରେ ସାଧୁବାଦ ଜଣାଉଛି । ଦୁର୍ନୀତି ଏକ ସାମାଜିକ କଳଙ୍କ ଓ ବିକାଶର ସବୁଠାରୁ ବଡ଼ ପ୍ରତିବନ୍ଧକ । ଆମର ବିକାଶ ଓ କଲ୍ୟାଣ କାର୍ଯ୍ୟକ୍ରମର ସୁଫଳ ସାଧାରଣ ଲୋକଙ୍କ ପାଖରେ ଠିକ୍ ଭାବରେ ପହଞ୍ଚାଇବା ପ୍ରଶାସନର ସବୁଠାରୁ ବଡ଼ ଦାୟିତ୍ୱ । ଏହି ଦାୟିତ୍ୱରେ ଅବହେଳା କରୁଥିବା ବ୍ୟକ୍ତିଙ୍କ ବିରୁଦ୍ଧରେ କଠୋର ପଦକ୍ଷେପ ନେବା ପାଇଁ ମୁଁ ନିର୍ଦ୍ଦେଶ ଦେଇଛି । ସମସ୍ତ ସରକାରୀ କର୍ମଚାରୀମାନଙ୍କୁ ସାଧୁତା ଓ ଉତ୍ତରଦାୟିତ୍ୱ ମନୋଭାବ ସହିତ ସର୍ବସାଧାରଣଙ୍କ ସେବା କରିବା ପାଇଁ ମୁଁ ଆହ୍ୱାନ ଜଣାଉଛି । ଦୁର୍ନୀତି ବିରୁଦ୍ଧରେ ଆମର ସଂଗ୍ରାମକୁ ଅଧିକ ପ୍ରଭାବଶାଳୀ କରିବା ପାଇଁ ରାଜ୍ୟ ଦୁର୍ନୀତି ନିବାରଣ ବିଭାଗକୁ ଅଧିକ ଶକ୍ତିଶାଳୀ କରାଯାଉଛି । ସାଧାରଣ ଜୀବନର ପ୍ରତ୍ୟେକ ସ୍ତରରେ ସାଧୁତା ଓ ସ୍ୱଚ୍ଛତା ବଜାୟ ରଖିବା ସଙ୍ଗେ ସଙ୍ଗେ ଦୁର୍ନୀତି ମୁକ୍ତ ଓଡ଼ିଶା ଗଠନ ନିମନ୍ତେ ରାଜ୍ୟ ଦୁର୍ନୀତି ନିବାରଣ ବିଭାଗକୁ ସମସ୍ତ ପ୍ରକାର ସାହାଯ୍ୟ ସହଯୋଗ ଯୋଗାଇଦେବା ପାଇଁ ମୁଁ ସମସ୍ତଙ୍କୁ ଏ ଅବସରରେ ଅନୁରୋଧ କରୁଛି । ନବୀନ ପଟ୍ଟନାୟକ (ନବୀନ ପଟ୍ଟନାୟକ) ମୁଖ୍ୟମନ୍ତ୍ରୀ, ଓଡ଼ିଶା 12083/13/0002/1617 — [808, 436, 1496, 1074]
table-value-cell: 09.11.2016 upto 11.00AM to 05.00PM Original Bids Document through Speed Post/ Registered post can be acceptable in stipulated time — [538, 405, 728, 454]
detail-label: 1. Name of work — [14, 1501, 84, 1513]
table-row — [389, 299, 728, 313]
table-row — [389, 405, 728, 454]
detail-label: 3. Estimated Cost — [14, 1549, 89, 1561]
detail-label: b) Availability of tender online & submission of bid — [14, 1624, 147, 1648]
table-value-cell: 04.11.2016 At 11:00 AM — [538, 328, 728, 365]
detail-label: a) Procurement officer — [14, 1600, 108, 1612]
detail-label: 5. Class of contractors — [14, 1573, 109, 1585]
table-value-cell: The bidder must posses compatible Digital Signature Certificate (DSC) of class II or class-III — [167, 2138, 361, 2175]
detail-row — [14, 1601, 362, 1625]
